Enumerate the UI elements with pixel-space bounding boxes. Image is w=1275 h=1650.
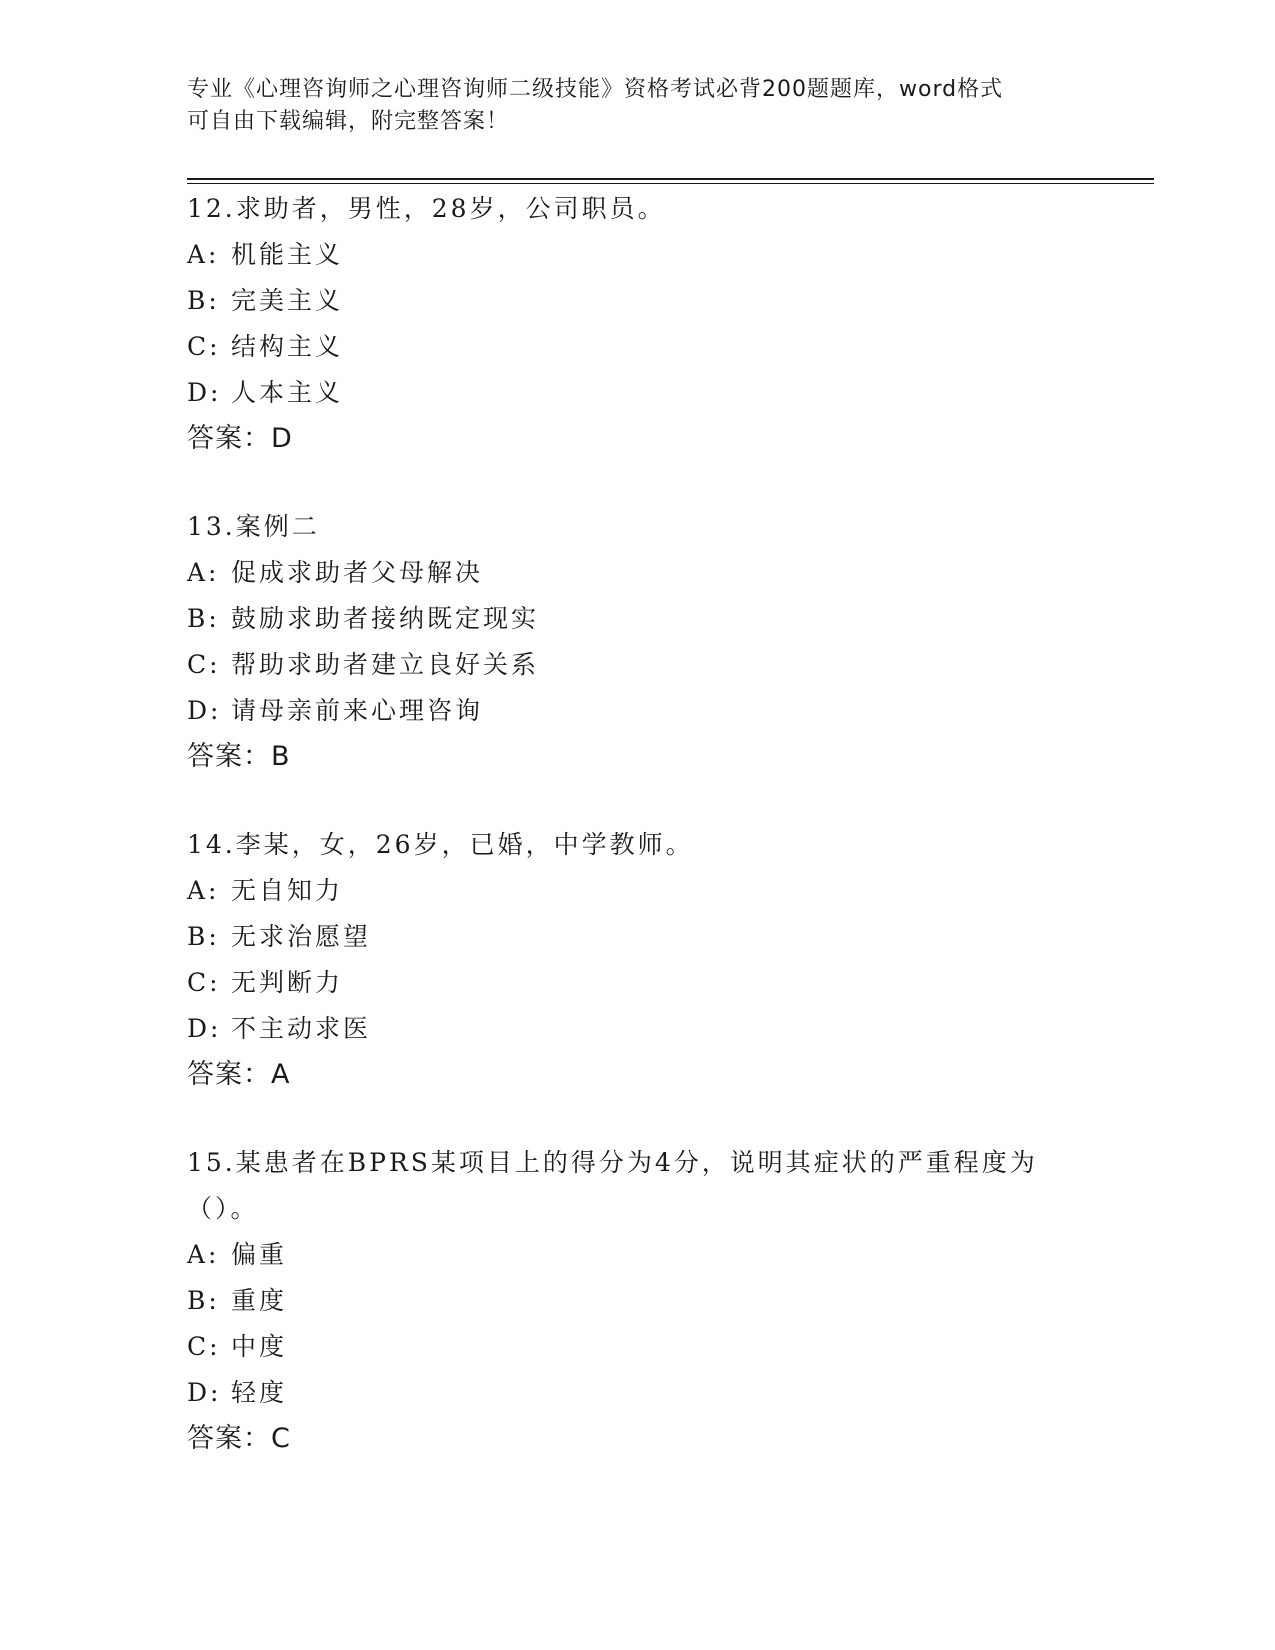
option-text: 轻度 — [231, 1378, 288, 1407]
question-15 — [187, 1140, 1087, 1462]
answer: 答案：B — [187, 741, 291, 772]
option-key: D: — [187, 1378, 222, 1407]
option-text: 无求治愿望 — [231, 922, 372, 951]
option-b — [187, 596, 1087, 642]
option-key: D: — [187, 378, 222, 407]
option-b — [187, 278, 1087, 324]
option-key: B: — [187, 286, 220, 315]
question-stem: 15.某患者在BPRS某项目上的得分为4分，说明其症状的严重程度为 — [187, 1148, 1038, 1177]
option-text: 鼓励求助者接纳既定现实 — [231, 604, 540, 633]
option-text: 人本主义 — [231, 378, 344, 407]
option-c — [187, 642, 1087, 688]
option-text: 不主动求医 — [231, 1014, 372, 1043]
option-key: A: — [187, 876, 220, 905]
option-d — [187, 1006, 1087, 1052]
option-key: C: — [187, 968, 221, 997]
option-text: 机能主义 — [231, 240, 344, 269]
option-a — [187, 868, 1087, 914]
option-a — [187, 1232, 1087, 1278]
option-key: B: — [187, 922, 220, 951]
option-text: 完美主义 — [231, 286, 344, 315]
option-key: A: — [187, 1240, 220, 1269]
question-stem: 12.求助者，男性，28岁，公司职员。 — [187, 194, 666, 223]
option-b — [187, 1278, 1087, 1324]
option-text: 无判断力 — [231, 968, 344, 997]
question-14 — [187, 822, 1087, 1098]
option-b — [187, 914, 1087, 960]
option-d — [187, 1370, 1087, 1416]
answer: 答案：C — [187, 1423, 291, 1454]
option-c — [187, 960, 1087, 1006]
option-key: D: — [187, 1014, 222, 1043]
header-line-1: 专业《心理咨询师之心理咨询师二级技能》资格考试必背200题题库，word格式 — [187, 77, 1004, 102]
option-text: 结构主义 — [231, 332, 344, 361]
option-key: C: — [187, 1332, 221, 1361]
option-key: A: — [187, 558, 220, 587]
question-stem: 13.案例二 — [187, 512, 320, 541]
option-text: 无自知力 — [231, 876, 344, 905]
option-key: D: — [187, 696, 222, 725]
option-key: A: — [187, 240, 220, 269]
option-text: 重度 — [231, 1286, 288, 1315]
option-text: 帮助求助者建立良好关系 — [231, 650, 540, 679]
option-key: C: — [187, 650, 221, 679]
header-divider-thick — [187, 178, 1154, 180]
question-stem: 14.李某，女，26岁，已婚，中学教师。 — [187, 830, 694, 859]
option-text: 促成求助者父母解决 — [231, 558, 484, 587]
option-text: 中度 — [231, 1332, 288, 1361]
question-13 — [187, 504, 1087, 780]
question-12 — [187, 186, 1087, 462]
question-stem-continuation: （）。 — [187, 1194, 259, 1223]
option-a — [187, 550, 1087, 596]
option-key: C: — [187, 332, 221, 361]
option-a — [187, 232, 1087, 278]
option-text: 偏重 — [231, 1240, 288, 1269]
option-d — [187, 688, 1087, 734]
option-text: 请母亲前来心理咨询 — [231, 696, 484, 725]
header-divider-thin — [187, 183, 1154, 184]
option-c — [187, 324, 1087, 370]
document-header — [187, 74, 1067, 138]
option-key: B: — [187, 1286, 220, 1315]
option-d — [187, 370, 1087, 416]
answer: 答案：D — [187, 423, 293, 454]
header-line-2: 可自由下载编辑，附完整答案！ — [187, 109, 510, 134]
answer: 答案：A — [187, 1059, 291, 1090]
option-c — [187, 1324, 1087, 1370]
option-key: B: — [187, 604, 220, 633]
